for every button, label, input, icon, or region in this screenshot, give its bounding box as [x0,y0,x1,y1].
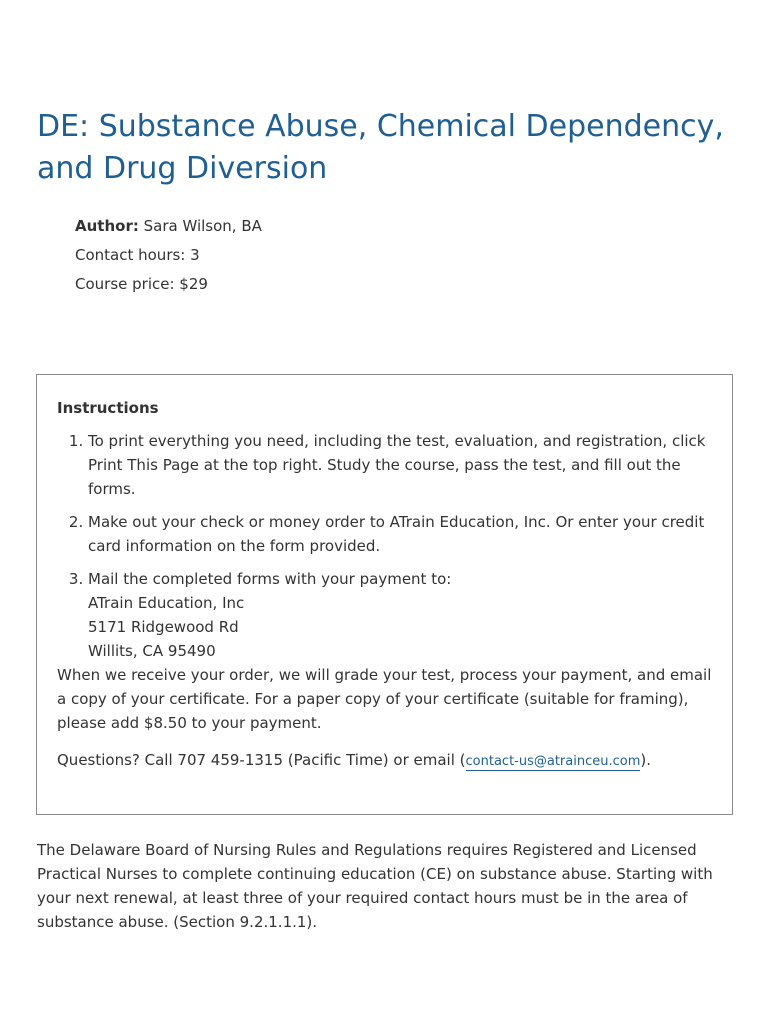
address-line-city: Willits, CA 95490 [88,642,216,660]
instruction-step-mail [88,567,712,663]
requirement-text: The Delaware Board of Nursing Rules and Regulations requires Registered and Licensed Practical Nurses to complete continuing education (CE) on substance abuse. Starting with your next renewal, at least three of your required contact hours must be in the area of substance abuse. (Section 9.2.1.1.1). [37,841,713,931]
contact-hours: Contact hours: 3 [75,246,200,264]
page-title: DE: Substance Abuse, Chemical Dependency, and Drug Diversion [37,109,724,186]
email-link[interactable]: contact-us@atrainceu.com [465,754,641,769]
instructions-box [36,374,733,815]
mail-intro: 3. Mail the completed forms with your payment to: [88,570,452,588]
course-price: Course price: $29 [75,275,208,293]
author-line [75,212,262,241]
instruction-step-payment: 2. Make out your check or money order to ATrain Education, Inc. Or enter your credit card information on the form provided. [88,510,712,558]
address-line-street: 5171 Ridgewood Rd [88,618,239,636]
instructions-steps [57,429,712,663]
instructions-heading: Instructions [57,399,159,417]
questions-prefix: Questions? Call 707 459-1315 (Pacific Time) or email ( [57,751,466,769]
questions-suffix: ). [640,751,651,769]
author-label: Author: [75,217,139,235]
address-line-company: ATrain Education, Inc [88,594,245,612]
author-value: Sara Wilson, BA [143,217,262,235]
grading-text: When we receive your order, we will grade your test, process your payment, and email a copy of your certificate. For a paper copy of your certificate (suitable for framing), please add $8.50 to your payment. [57,666,712,732]
course-meta [75,212,262,299]
instruction-step-print: 1. To print everything you need, including the test, evaluation, and registration, click Print This Page at the top right. Study the course, pass the test, and fill out the forms. [88,429,712,501]
questions-line [57,748,712,774]
